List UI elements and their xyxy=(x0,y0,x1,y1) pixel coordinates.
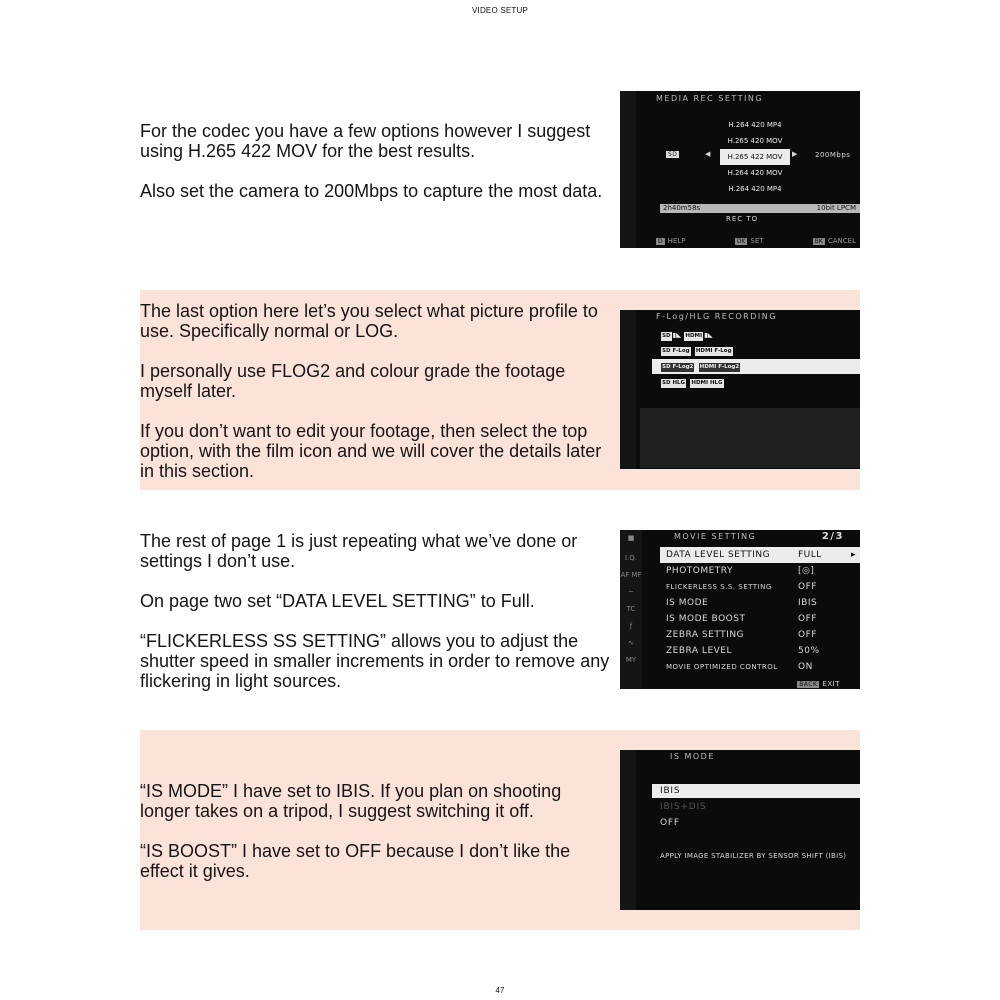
menu-row: IBIS+DIS xyxy=(660,802,707,812)
paragraph: “FLICKERLESS SS SETTING” allows you to adjust the shutter speed in smaller increments in order to remove any flickering in light sources. xyxy=(140,631,610,691)
ok-key-icon: OK xyxy=(736,238,746,245)
movie-icon: ■ xyxy=(627,534,635,542)
section-1-text xyxy=(140,121,610,201)
menu-row: PHOTOMETRY [◎] xyxy=(666,566,815,576)
help-hint: D HELP xyxy=(658,237,686,245)
is-mode-screenshot xyxy=(620,750,860,910)
exit-hint: BACK EXIT xyxy=(799,680,840,688)
sidebar-tab: ƒ xyxy=(629,622,633,630)
paragraph: For the codec you have a few options however I suggest using H.265 422 MOV for the best results. xyxy=(140,121,591,161)
screen-title: MEDIA REC SETTING xyxy=(656,94,764,103)
screen-title: MOVIE SETTING xyxy=(674,532,757,541)
menu-row: MOVIE OPTIMIZED CONTROL ON xyxy=(666,662,813,672)
page-header: VIDEO SETUP xyxy=(472,6,528,15)
media-badge: SD xyxy=(668,151,678,158)
codec-option-selected: H.265 422 MOV xyxy=(720,149,790,165)
status-bar xyxy=(660,204,860,213)
page-indicator: 2/3 xyxy=(821,531,844,542)
movie-setting-screenshot xyxy=(620,530,860,689)
remaining-time: 2h40m58s xyxy=(663,204,701,212)
option-description: APPLY IMAGE STABILIZER BY SENSOR SHIFT (IBIS) xyxy=(660,852,847,860)
codec-option: H.264 420 MOV xyxy=(727,169,783,177)
film-icon: ▮◣ xyxy=(672,331,682,339)
rec-to-label: REC TO xyxy=(726,215,759,223)
section-3-text xyxy=(140,531,610,691)
codec-option: H.264 420 MP4 xyxy=(728,185,782,193)
menu-sidebar xyxy=(620,750,636,910)
media-rec-setting-screenshot xyxy=(620,91,860,248)
paragraph: “IS MODE” I have set to IBIS. If you plan on shooting longer takes on a tripod, I suggest switching it off. xyxy=(140,781,562,821)
paragraph: The last option here let’s you select what picture profile to use. Specifically normal or LOG. xyxy=(140,301,598,341)
help-key-icon: D xyxy=(658,238,663,245)
button-hints xyxy=(656,237,856,245)
sidebar-tab: ∿ xyxy=(628,639,634,647)
profile-option: SD F-Log HDMI F-Log xyxy=(662,348,732,354)
film-icon: ▮◣ xyxy=(704,331,713,339)
menu-row: IS MODE IBIS xyxy=(666,598,818,608)
bitrate-value: 200Mbps xyxy=(815,151,851,159)
left-arrow-icon: ◀ xyxy=(705,150,711,158)
codec-option: H.265 420 MOV xyxy=(727,137,783,145)
info-panel xyxy=(640,408,860,468)
section-4-text xyxy=(140,781,610,881)
back-key-icon: BK xyxy=(814,238,823,245)
profile-option-selected: SD F-Log2 HDMI F-Log2 xyxy=(662,364,740,370)
codec-option: H.264 420 MP4 xyxy=(728,121,782,129)
bit-depth: 10bit LPCM xyxy=(816,204,856,212)
paragraph: The rest of page 1 is just repeating what we’ve done or settings I don’t use. xyxy=(140,531,578,571)
menu-sidebar xyxy=(620,91,636,248)
menu-row: FLICKERLESS S.S. SETTING OFF xyxy=(666,582,817,592)
screen-title: IS MODE xyxy=(670,752,715,761)
sidebar-tab: ~ xyxy=(628,588,634,596)
sidebar-tab: AF MF xyxy=(620,571,642,579)
menu-row: ZEBRA LEVEL 50% xyxy=(666,646,820,656)
section-2-text xyxy=(140,301,610,481)
profile-option: SD HLG HDMI HLG xyxy=(662,380,723,386)
paragraph: I personally use FLOG2 and colour grade the footage myself later. xyxy=(140,361,566,401)
paragraph: On page two set “DATA LEVEL SETTING” to Full. xyxy=(140,591,535,611)
chevron-right-icon: ▸ xyxy=(850,550,856,560)
flog-hlg-recording-screenshot xyxy=(620,310,860,469)
sidebar-tab: MY xyxy=(625,656,637,664)
menu-row: ZEBRA SETTING OFF xyxy=(666,630,817,640)
menu-sidebar xyxy=(620,530,642,689)
sidebar-tab: TC xyxy=(626,605,636,613)
cancel-hint: BK CANCEL xyxy=(814,237,856,245)
paragraph: “IS BOOST” I have set to OFF because I don’t like the effect it gives. xyxy=(140,841,571,881)
menu-row-selected: IBIS xyxy=(652,784,860,798)
menu-row: IS MODE BOOST OFF xyxy=(666,614,817,624)
page-number: 47 xyxy=(495,986,505,995)
menu-row-selected: DATA LEVEL SETTING FULL ▸ xyxy=(660,547,860,563)
paragraph: Also set the camera to 200Mbps to capture the most data. xyxy=(140,181,603,201)
codec-list xyxy=(720,117,790,197)
profile-option: SD ▮◣ HDMI ▮◣ xyxy=(662,331,713,339)
set-hint: OK SET xyxy=(736,237,764,245)
menu-row: OFF xyxy=(660,818,680,828)
screen-title: F-Log/HLG RECORDING xyxy=(656,312,777,321)
paragraph: If you don’t want to edit your footage, then select the top option, with the film icon and we will cover the details later in this section. xyxy=(140,421,602,481)
sidebar-tab: I.Q. xyxy=(624,554,638,562)
menu-sidebar xyxy=(620,310,636,469)
right-arrow-icon: ▶ xyxy=(792,150,798,158)
